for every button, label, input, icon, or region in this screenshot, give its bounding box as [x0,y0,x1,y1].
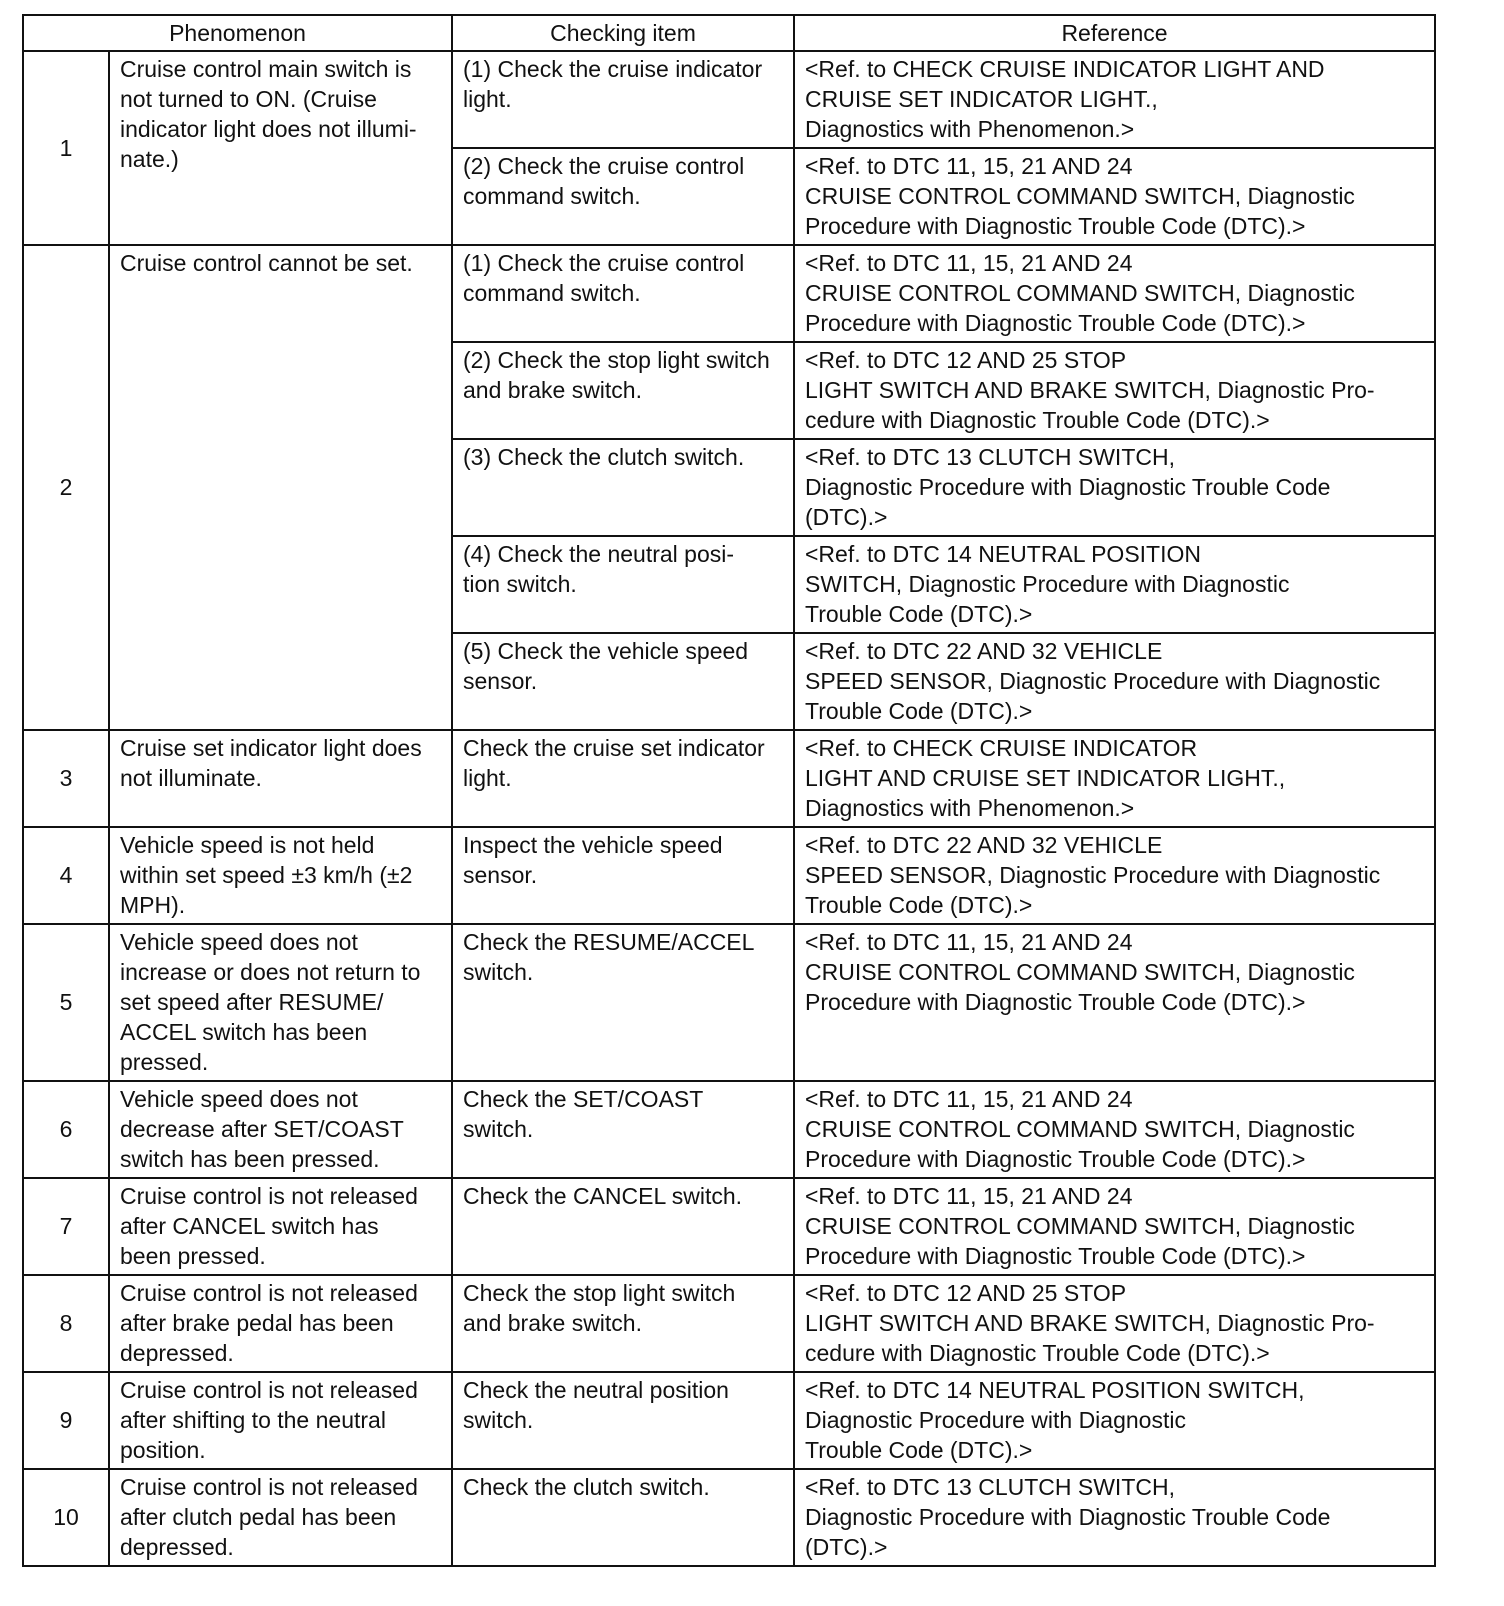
row-number: 7 [23,1178,109,1275]
row-number: 8 [23,1275,109,1372]
checking-item-cell: Check the neutral position switch. [452,1372,794,1469]
table-row [23,1081,1435,1178]
reference-cell: <Ref. to DTC 13 CLUTCH SWITCH, Diagnostic Procedure with Diagnostic Trouble Code (DTC).> [794,439,1435,536]
header-phenomenon: Phenomenon [23,15,452,51]
reference-cell: <Ref. to DTC 11, 15, 21 AND 24 CRUISE CONTROL COMMAND SWITCH, Diagnostic Procedure with Diagnostic Trouble Code (DTC).> [794,245,1435,342]
table-row [23,1372,1435,1469]
checking-item-cell: Check the CANCEL switch. [452,1178,794,1275]
table-row [23,827,1435,924]
checking-item-cell: Check the stop light switch and brake switch. [452,1275,794,1372]
reference-cell: <Ref. to DTC 14 NEUTRAL POSITION SWITCH, Diagnostic Procedure with Diagnostic Trouble Code (DTC).> [794,1372,1435,1469]
table-row [23,51,1435,148]
reference-cell: <Ref. to CHECK CRUISE INDICATOR LIGHT AND CRUISE SET INDICATOR LIGHT., Diagnostics with Phenomenon.> [794,730,1435,827]
checking-item-cell: Check the SET/COAST switch. [452,1081,794,1178]
diagnostic-table [22,14,1436,1567]
reference-cell: <Ref. to CHECK CRUISE INDICATOR LIGHT AND CRUISE SET INDICATOR LIGHT., Diagnostics with Phenomenon.> [794,51,1435,148]
row-number: 2 [23,245,109,730]
header-checking-item: Checking item [452,15,794,51]
phenomenon-cell: Vehicle speed is not held within set speed ±3 km/h (±2 MPH). [109,827,452,924]
table-row [23,1178,1435,1275]
checking-item-cell: (1) Check the cruise indicator light. [452,51,794,148]
checking-item-cell: Inspect the vehicle speed sensor. [452,827,794,924]
row-number: 3 [23,730,109,827]
reference-cell: <Ref. to DTC 11, 15, 21 AND 24 CRUISE CONTROL COMMAND SWITCH, Diagnostic Procedure with Diagnostic Trouble Code (DTC).> [794,1178,1435,1275]
table-row [23,1469,1435,1566]
phenomenon-cell: Cruise control main switch is not turned to ON. (Cruise indicator light does not illumi- nate.) [109,51,452,245]
reference-cell: <Ref. to DTC 12 AND 25 STOP LIGHT SWITCH AND BRAKE SWITCH, Diagnostic Pro- cedure with Diagnostic Trouble Code (DTC).> [794,1275,1435,1372]
row-number: 10 [23,1469,109,1566]
reference-cell: <Ref. to DTC 11, 15, 21 AND 24 CRUISE CONTROL COMMAND SWITCH, Diagnostic Procedure with Diagnostic Trouble Code (DTC).> [794,924,1435,1081]
phenomenon-cell: Cruise control is not released after shifting to the neutral position. [109,1372,452,1469]
row-number: 4 [23,827,109,924]
checking-item-cell: (4) Check the neutral posi- tion switch. [452,536,794,633]
row-number: 5 [23,924,109,1081]
phenomenon-cell: Vehicle speed does not decrease after SET/COAST switch has been pressed. [109,1081,452,1178]
reference-cell: <Ref. to DTC 13 CLUTCH SWITCH, Diagnostic Procedure with Diagnostic Trouble Code (DTC).> [794,1469,1435,1566]
checking-item-cell: Check the RESUME/ACCEL switch. [452,924,794,1081]
header-row [23,15,1435,51]
checking-item-cell: (3) Check the clutch switch. [452,439,794,536]
checking-item-cell: (1) Check the cruise control command switch. [452,245,794,342]
header-reference: Reference [794,15,1435,51]
row-number: 6 [23,1081,109,1178]
table-row [23,924,1435,1081]
reference-cell: <Ref. to DTC 11, 15, 21 AND 24 CRUISE CONTROL COMMAND SWITCH, Diagnostic Procedure with Diagnostic Trouble Code (DTC).> [794,148,1435,245]
reference-cell: <Ref. to DTC 22 AND 32 VEHICLE SPEED SENSOR, Diagnostic Procedure with Diagnostic Trouble Code (DTC).> [794,633,1435,730]
phenomenon-cell: Cruise set indicator light does not illuminate. [109,730,452,827]
table-row [23,245,1435,342]
reference-cell: <Ref. to DTC 11, 15, 21 AND 24 CRUISE CONTROL COMMAND SWITCH, Diagnostic Procedure with Diagnostic Trouble Code (DTC).> [794,1081,1435,1178]
reference-cell: <Ref. to DTC 14 NEUTRAL POSITION SWITCH, Diagnostic Procedure with Diagnostic Trouble Code (DTC).> [794,536,1435,633]
phenomenon-cell: Vehicle speed does not increase or does not return to set speed after RESUME/ ACCEL switch has been pressed. [109,924,452,1081]
table-row [23,730,1435,827]
phenomenon-cell: Cruise control is not released after clutch pedal has been depressed. [109,1469,452,1566]
checking-item-cell: (2) Check the stop light switch and brake switch. [452,342,794,439]
checking-item-cell: (2) Check the cruise control command switch. [452,148,794,245]
row-number: 1 [23,51,109,245]
row-number: 9 [23,1372,109,1469]
checking-item-cell: Check the clutch switch. [452,1469,794,1566]
phenomenon-cell: Cruise control is not released after brake pedal has been depressed. [109,1275,452,1372]
phenomenon-cell: Cruise control is not released after CANCEL switch has been pressed. [109,1178,452,1275]
table-row [23,1275,1435,1372]
checking-item-cell: (5) Check the vehicle speed sensor. [452,633,794,730]
reference-cell: <Ref. to DTC 22 AND 32 VEHICLE SPEED SENSOR, Diagnostic Procedure with Diagnostic Trouble Code (DTC).> [794,827,1435,924]
checking-item-cell: Check the cruise set indicator light. [452,730,794,827]
phenomenon-cell: Cruise control cannot be set. [109,245,452,730]
reference-cell: <Ref. to DTC 12 AND 25 STOP LIGHT SWITCH AND BRAKE SWITCH, Diagnostic Pro- cedure with Diagnostic Trouble Code (DTC).> [794,342,1435,439]
